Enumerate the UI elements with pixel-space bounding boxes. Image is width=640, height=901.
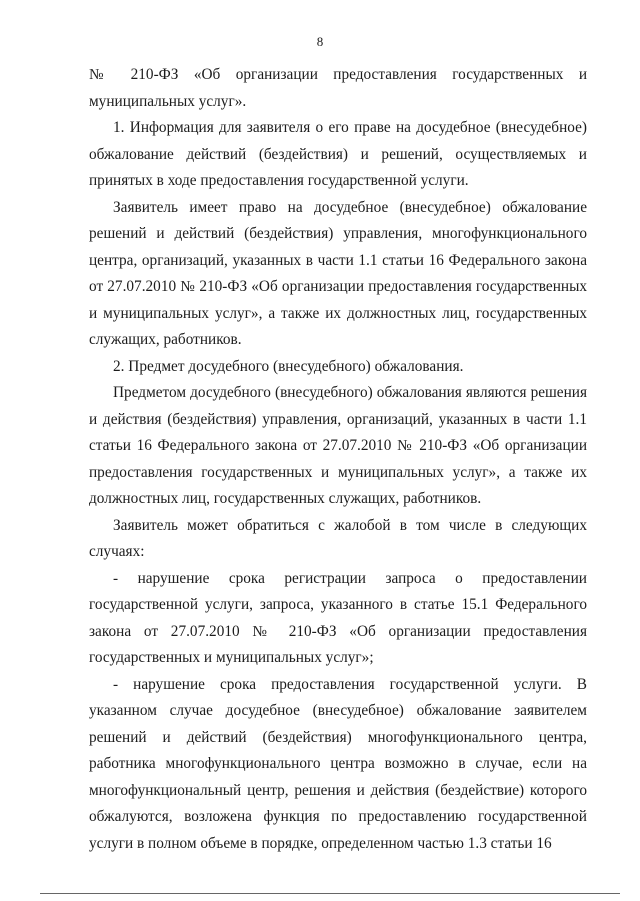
page-number: 8 (316, 34, 324, 49)
paragraph-right-to-appeal: Заявитель имеет право на досудебное (внесудебное) обжалование решений и действий (бездействия) управления, многофункционального центра, организаций, указанных в части 1.1 статьи 16 Федерального закона от 27.07.2010 № 210-ФЗ «Об организации предоставления государственных и муниципальных услуг», а также их должностных лиц, государственных служащих, работников. (89, 198, 587, 348)
paragraph-subject-of-appeal: Предметом досудебного (внесудебного) обжалования являются решения и действия (бездействия) управления, организаций, указанных в части 1.1 статьи 16 Федерального закона от 27.07.2010 № 210-ФЗ «Об организации предоставления государственных и муниципальных услуг», а также их должностных лиц, государственных служащих, работников. (89, 384, 587, 507)
paragraph-complaint-cases-intro: Заявитель может обратиться с жалобой в том числе в следующих случаях: (89, 516, 587, 560)
list-item-service-deadline: - нарушение срока предоставления государственной услуги. В указанном случае досудебное (внесудебное) обжалование заявителем решений и действий (бездействия) многофункционального центра, работника многофункционального центра возможно в случае, если на многофункциональный центр, решения и действия (бездействие) которого обжалуются, возложена функция по предоставлению государственной услуги в полном объеме в порядке, определенном частью 1.3 статьи 16 (89, 675, 587, 852)
paragraph-section-1-heading: 1. Информация для заявителя о его праве на досудебное (внесудебное) обжалование действий (бездействия) и решений, осуществляемых и принятых в ходе предоставления государственной услуги. (89, 119, 587, 189)
paragraph-continuation: № 210-ФЗ «Об организации предоставления государственных и муниципальных услуг». (89, 66, 587, 110)
paragraph-section-2-heading: 2. Предмет досудебного (внесудебного) обжалования. (113, 357, 464, 375)
list-item-registration-deadline: - нарушение срока регистрации запроса о предоставлении государственной услуги, запроса, указанного в статье 15.1 Федерального закона от 27.07.2010 № 210-ФЗ «Об организации предоставления государственных и муниципальных услуг»; (89, 569, 587, 666)
bottom-divider (40, 893, 620, 894)
document-body (89, 62, 587, 857)
